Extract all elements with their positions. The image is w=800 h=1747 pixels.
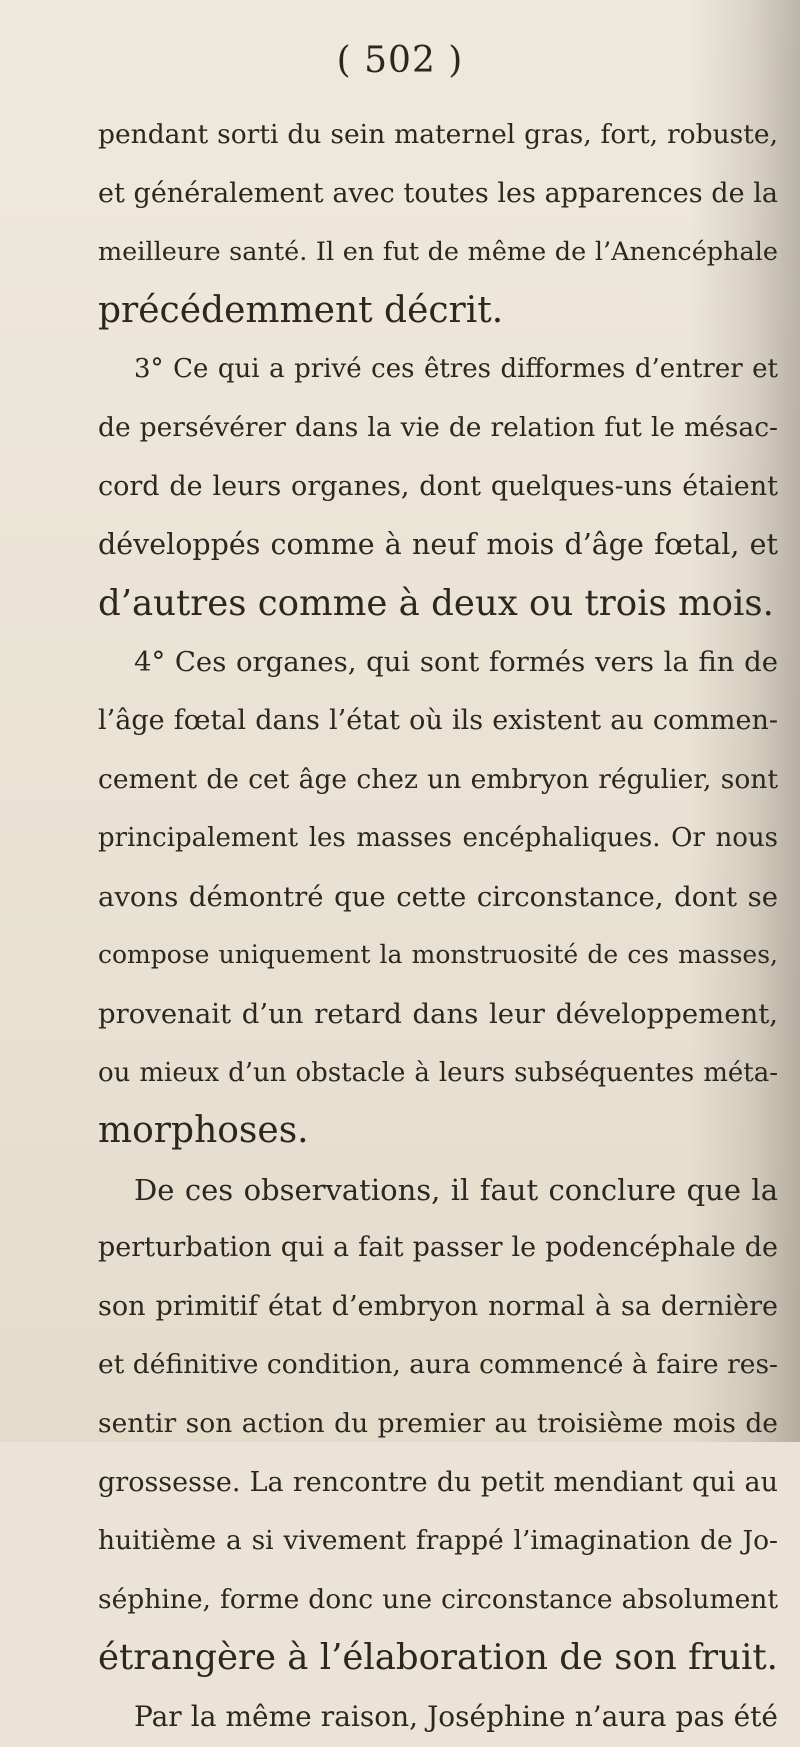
text-line: morphoses. xyxy=(98,1110,309,1152)
text-line: compose uniquement la monstruosité de ces masses, xyxy=(98,940,778,970)
text-line: pendant sorti du sein maternel gras, fort, robuste, xyxy=(98,119,778,150)
body-text xyxy=(98,106,778,1747)
text-line: développés comme à neuf mois d’âge fœtal, et xyxy=(98,528,778,562)
text-line: cord de leurs organes, dont quelques-uns étaient xyxy=(98,470,778,502)
text-line: huitième a si vivement frappé l’imagination de Jo- xyxy=(98,1525,778,1557)
text-line: provenait d’un retard dans leur développement, xyxy=(98,997,778,1030)
text-line: de persévérer dans la vie de relation fut le mésac- xyxy=(98,411,778,443)
text-line: d’autres comme à deux ou trois mois. xyxy=(98,582,774,624)
text-line: ou mieux d’un obstacle à leurs subséquentes méta- xyxy=(98,1057,778,1088)
text-line: meilleure santé. Il en fut de même de l’Anencéphale xyxy=(98,237,778,268)
text-line: Par la même raison, Joséphine n’aura pas été xyxy=(134,1700,778,1734)
text-line: précédemment décrit. xyxy=(98,289,504,331)
text-line: 4° Ces organes, qui sont formés vers la fin de xyxy=(134,646,778,679)
text-line: avons démontré que cette circonstance, dont se xyxy=(98,880,778,913)
text-line: et définitive condition, aura commencé à faire res- xyxy=(98,1349,778,1381)
text-line: étrangère à l’élaboration de son fruit. xyxy=(98,1637,778,1679)
text-line: l’âge fœtal dans l’état où ils existent au commen- xyxy=(98,704,778,736)
text-line: sentir son action du premier au troisième mois de xyxy=(98,1408,778,1440)
text-line: De ces observations, il faut conclure que la xyxy=(134,1172,778,1207)
text-line: son primitif état d’embryon normal à sa dernière xyxy=(98,1290,778,1322)
text-line: 3° Ce qui a privé ces êtres difformes d’entrer et xyxy=(134,354,778,385)
text-line: séphine, forme donc une circonstance absolument xyxy=(98,1583,778,1615)
page-number: ( 502 ) xyxy=(336,40,464,81)
text-line: et généralement avec toutes les apparences de la xyxy=(98,177,778,209)
text-line: grossesse. La rencontre du petit mendiant qui au xyxy=(98,1466,778,1498)
text-line: cement de cet âge chez un embryon régulier, sont xyxy=(98,763,778,795)
text-line: principalement les masses encéphaliques. Or nous xyxy=(98,823,778,854)
text-line: perturbation qui a fait passer le podencéphale de xyxy=(98,1232,778,1264)
